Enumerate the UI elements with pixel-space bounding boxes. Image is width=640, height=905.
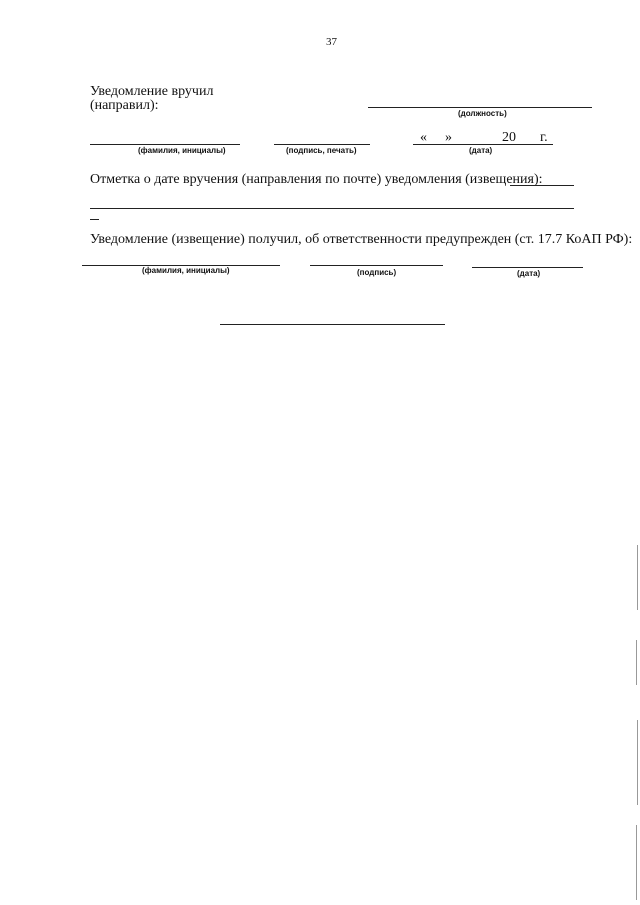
closing-separator-line: [220, 324, 445, 325]
recipient-name-caption: (фамилия, инициалы): [142, 266, 230, 275]
position-caption: (должность): [458, 109, 507, 118]
recipient-signature-caption: (подпись): [357, 268, 397, 277]
date-year-suffix: г.: [540, 130, 548, 145]
delivery-date-short-dash: [90, 219, 99, 220]
scan-edge-mark-4: [636, 825, 637, 900]
name-caption: (фамилия, инициалы): [138, 146, 226, 155]
page-number: 37: [326, 36, 337, 48]
date-close-quote: »: [445, 130, 452, 145]
delivered-by-heading-line1: Уведомление вручил: [90, 84, 214, 99]
delivered-by-heading-line2: (направил):: [90, 98, 159, 113]
signature-line: [274, 144, 370, 145]
delivery-date-inline-line: [510, 185, 574, 186]
date-open-quote: «: [420, 130, 427, 145]
recipient-date-caption: (дата): [517, 269, 541, 278]
recipient-date-line: [472, 267, 583, 268]
date-caption: (дата): [469, 146, 493, 155]
delivery-date-mark-text: Отметка о дате вручения (направления по почте) уведомления (извещения):: [90, 172, 543, 187]
position-line: [368, 107, 592, 108]
scan-edge-mark-1: [637, 545, 638, 610]
scan-edge-mark-2: [636, 640, 637, 685]
delivery-date-full-line: [90, 208, 574, 209]
date-year: 20: [502, 130, 516, 145]
recipient-signature-line: [310, 265, 443, 266]
name-line: [90, 144, 240, 145]
scan-edge-mark-3: [637, 720, 638, 805]
date-line: [413, 144, 553, 145]
received-notice-text: Уведомление (извещение) получил, об ответственности предупрежден (ст. 17.7 КоАП РФ):: [90, 232, 633, 247]
signature-caption: (подпись, печать): [286, 146, 357, 155]
